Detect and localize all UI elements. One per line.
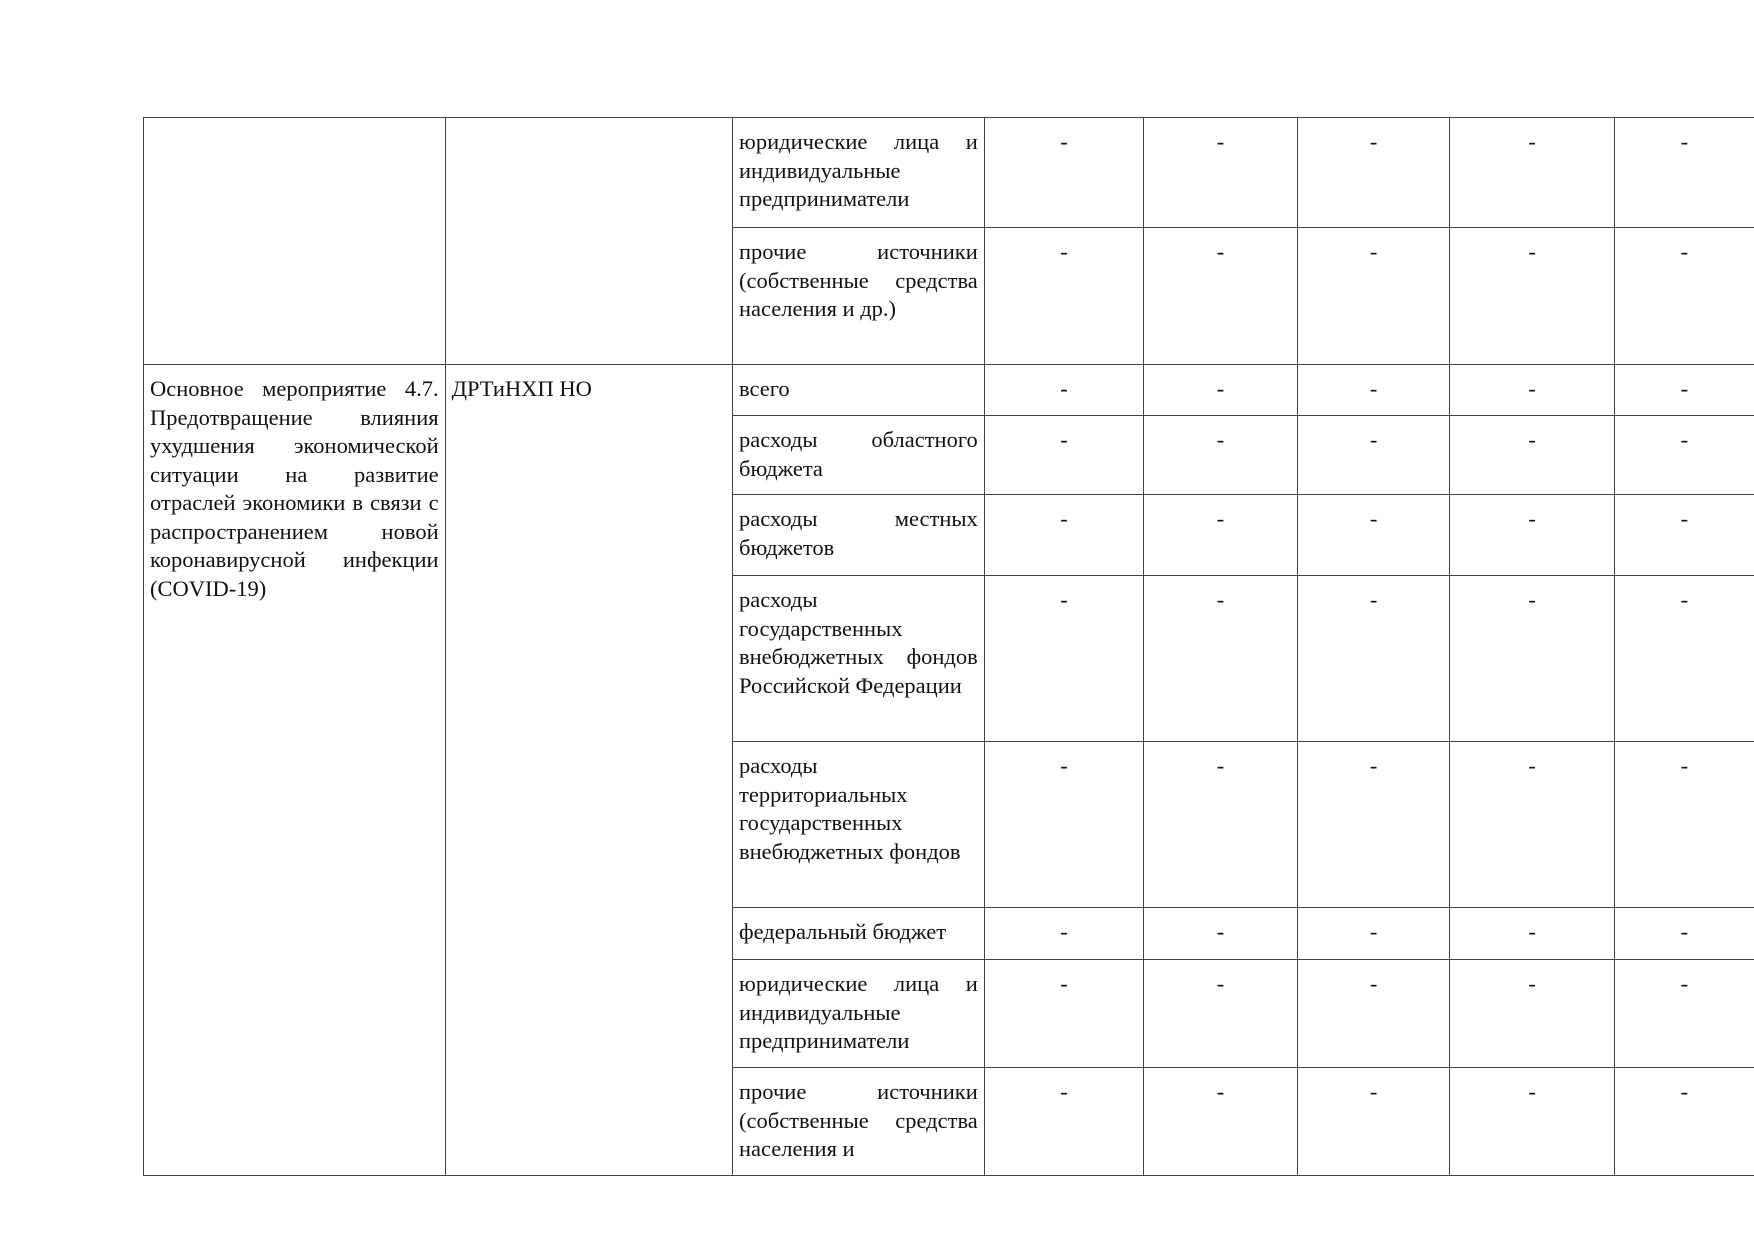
value-cell: - [1450,365,1615,416]
source-cell: расходы государственных внебюджетных фондов Российской Федерации [733,576,985,742]
value-cell: - [1614,228,1754,365]
value-cell: - [1297,742,1450,908]
source-cell: расходы территориальных государственных внебюджетных фондов [733,742,985,908]
value-cell: - [984,1068,1144,1176]
value-cell: - [1614,416,1754,495]
value-cell: - [1450,1068,1615,1176]
value-cell: - [984,228,1144,365]
table-row [144,365,1754,416]
value-cell: - [1297,228,1450,365]
value-cell: - [984,908,1144,960]
value-cell: - [1450,742,1615,908]
value-cell: - [1144,908,1298,960]
value-cell: - [1144,416,1298,495]
table-row [144,118,1754,228]
value-cell: - [1614,118,1754,228]
value-cell: - [1450,416,1615,495]
value-cell: - [1144,1068,1298,1176]
value-cell: - [1614,495,1754,576]
value-cell: - [984,576,1144,742]
executor-cell [445,118,732,365]
value-cell: - [984,742,1144,908]
value-cell: - [1144,118,1298,228]
value-cell: - [1297,495,1450,576]
source-cell: федеральный бюджет [733,908,985,960]
value-cell: - [1450,495,1615,576]
value-cell: - [1614,960,1754,1068]
value-cell: - [1614,365,1754,416]
value-cell: - [1144,495,1298,576]
value-cell: - [1144,365,1298,416]
value-cell: - [1614,1068,1754,1176]
value-cell: - [1144,576,1298,742]
value-cell: - [984,960,1144,1068]
activity-cell [144,118,446,365]
value-cell: - [1450,908,1615,960]
value-cell: - [1297,118,1450,228]
source-cell: расходы областного бюджета [733,416,985,495]
value-cell: - [1450,228,1615,365]
value-cell: - [1297,416,1450,495]
value-cell: - [984,495,1144,576]
source-cell: расходы местных бюджетов [733,495,985,576]
value-cell: - [1450,576,1615,742]
value-cell: - [1297,960,1450,1068]
executor-cell: ДРТиНХП НО [445,365,732,1176]
value-cell: - [1614,908,1754,960]
value-cell: - [1614,576,1754,742]
activity-cell: Основное мероприятие 4.7. Предотвращение влияния ухудшения экономической ситуации на развитие отраслей экономики в связи с распространением новой коронавирусной инфекции (COVID-19) [144,365,446,1176]
value-cell: - [984,416,1144,495]
value-cell: - [1450,118,1615,228]
value-cell: - [1144,742,1298,908]
value-cell: - [1297,908,1450,960]
value-cell: - [984,365,1144,416]
value-cell: - [1297,365,1450,416]
source-cell: прочие источники (собственные средства населения и [733,1068,985,1176]
source-cell: юридические лица и индивидуальные предприниматели [733,118,985,228]
funding-table [143,117,1754,1176]
source-cell: всего [733,365,985,416]
value-cell: - [1297,1068,1450,1176]
value-cell: - [1144,960,1298,1068]
value-cell: - [1297,576,1450,742]
value-cell: - [1144,228,1298,365]
source-cell: юридические лица и индивидуальные предприниматели [733,960,985,1068]
value-cell: - [984,118,1144,228]
value-cell: - [1450,960,1615,1068]
source-cell: прочие источники (собственные средства населения и др.) [733,228,985,365]
value-cell: - [1614,742,1754,908]
